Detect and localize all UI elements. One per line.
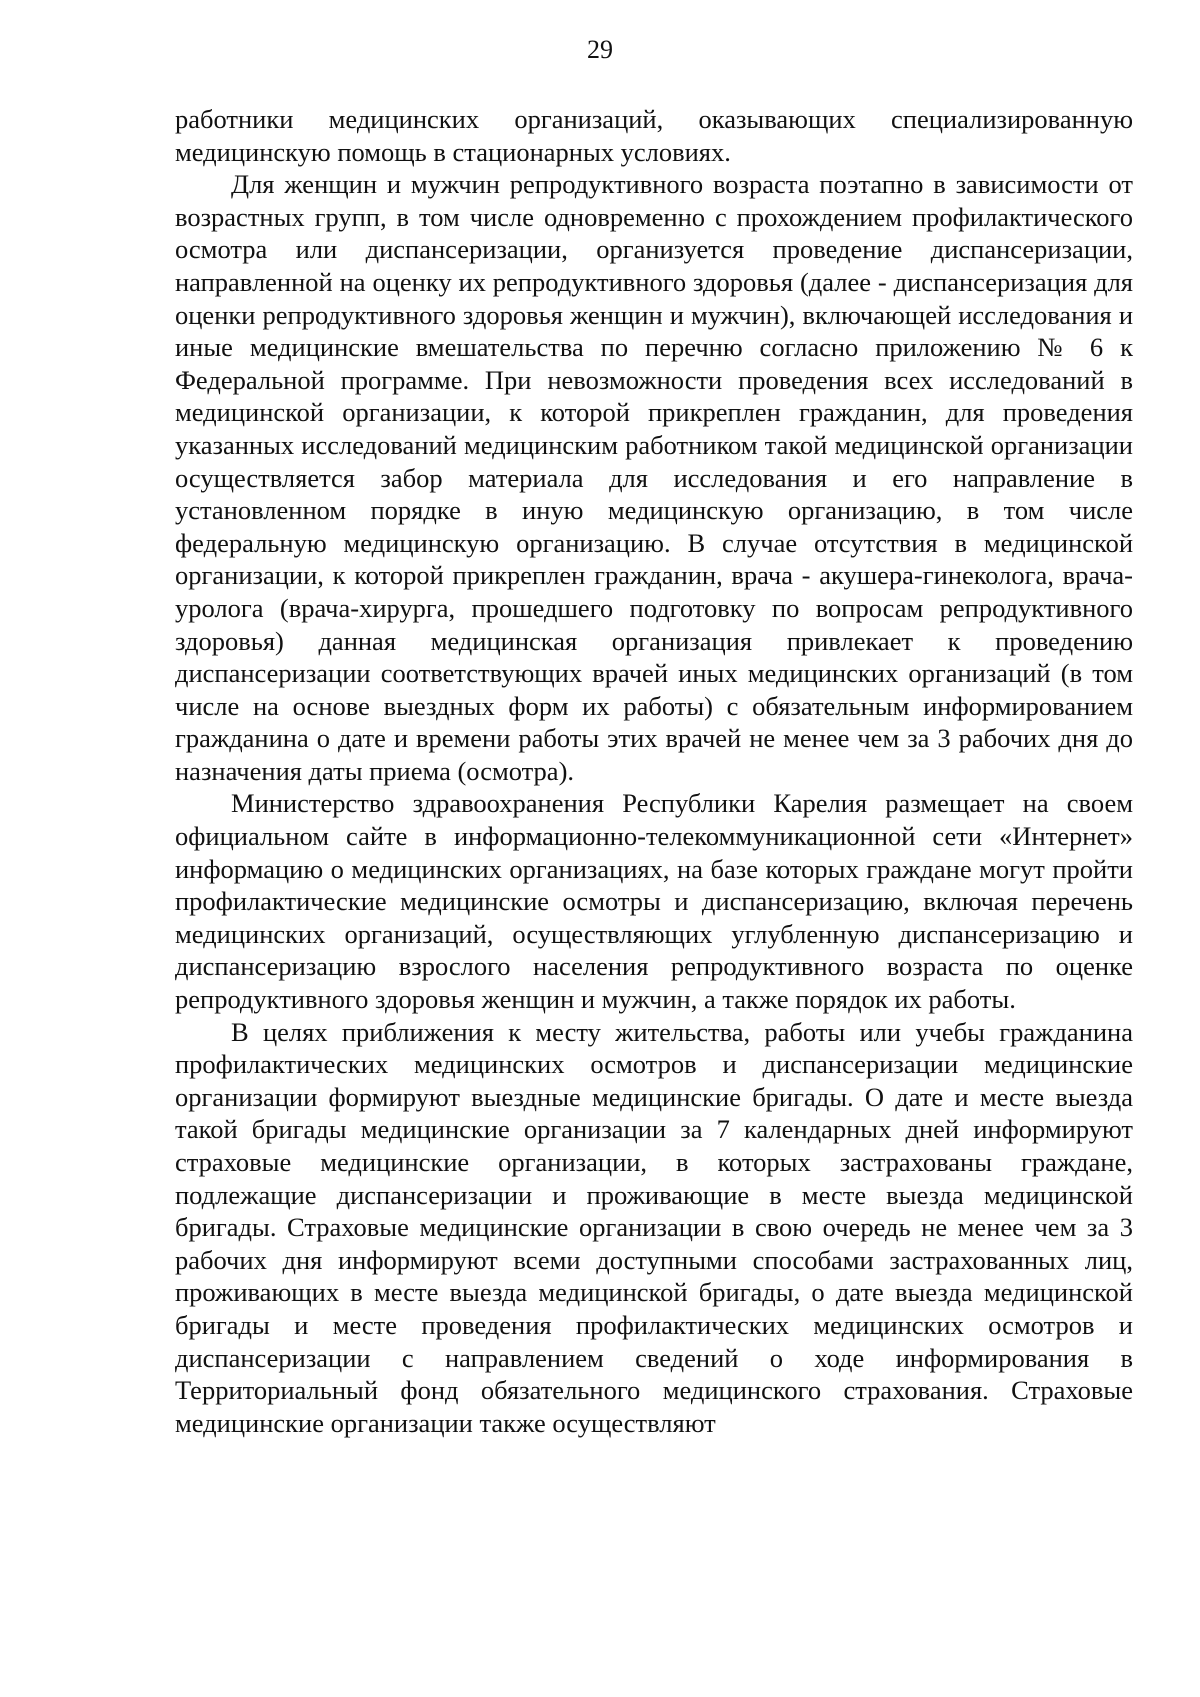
paragraph-mobile-brigades: В целях приближения к месту жительства, работы или учебы гражданина профилактических медицинских осмотров и диспансеризации медицинские организации формируют выездные медицинские бригады. О дате и месте выезда такой бригады медицинские организации за 7 календарных дней информируют страховые медицинские организации, в которых застрахованы граждане, подлежащие диспансеризации и проживающие в месте выезда медицинской бригады. Страховые медицинские организации в свою очередь не менее чем за 3 рабочих дня информируют всеми доступными способами застрахованных лиц, проживающих в месте выезда медицинской бригады, о дате выезда медицинской бригады и месте проведения профилактических медицинских осмотров и диспансеризации с направлением сведений о ходе информирования в Территориальный фонд обязательного медицинского страхования. Страховые медицинские организации также осуществляют — [175, 1016, 1133, 1438]
paragraph-continuation: работники медицинских организаций, оказывающих специализированную медицинскую помощь в стационарных условиях. — [175, 104, 1133, 167]
paragraph-ministry-website: Министерство здравоохранения Республики Карелия размещает на своем официальном сайте в информационно-телекоммуникационной сети «Интернет» информацию о медицинских организациях, на базе которых граждане могут пройти профилактические медицинские осмотры и диспансеризацию, включая перечень медицинских организаций, осуществляющих углубленную диспансеризацию и диспансеризацию взрослого населения репродуктивного возраста по оценке репродуктивного здоровья женщин и мужчин, а также порядок их работы. — [175, 788, 1133, 1015]
paragraph-reproductive-health: Для женщин и мужчин репродуктивного возраста поэтапно в зависимости от возрастных групп, в том числе одновременно с прохождением профилактического осмотра или диспансеризации, организуется проведение диспансеризации, направленной на оценку их репродуктивного здоровья (далее - диспансеризация для оценки репродуктивного здоровья женщин и мужчин), включающей исследования и иные медицинские вмешательства по перечню согласно приложению № 6 к Федеральной программе. При невозможности проведения всех исследований в медицинской организации, к которой прикреплен гражданин, для проведения указанных исследований медицинским работником такой медицинской организации осуществляется забор материала для исследования и его направление в установленном порядке в иную медицинскую организацию, в том числе федеральную медицинскую организацию. В случае отсутствия в медицинской организации, к которой прикреплен гражданин, врача - акушера-гинеколога, врача-уролога (врача-хирурга, прошедшего подготовку по вопросам репродуктивного здоровья) данная медицинская организация привлекает к проведению диспансеризации соответствующих врачей иных медицинских организаций (в том числе на основе выездных форм их работы) с обязательным информированием гражданина о дате и времени работы этих врачей не менее чем за 3 рабочих дня до назначения даты приема (осмотра). — [175, 169, 1133, 786]
page-number: 29 — [587, 35, 613, 64]
document-body — [175, 103, 1133, 1439]
